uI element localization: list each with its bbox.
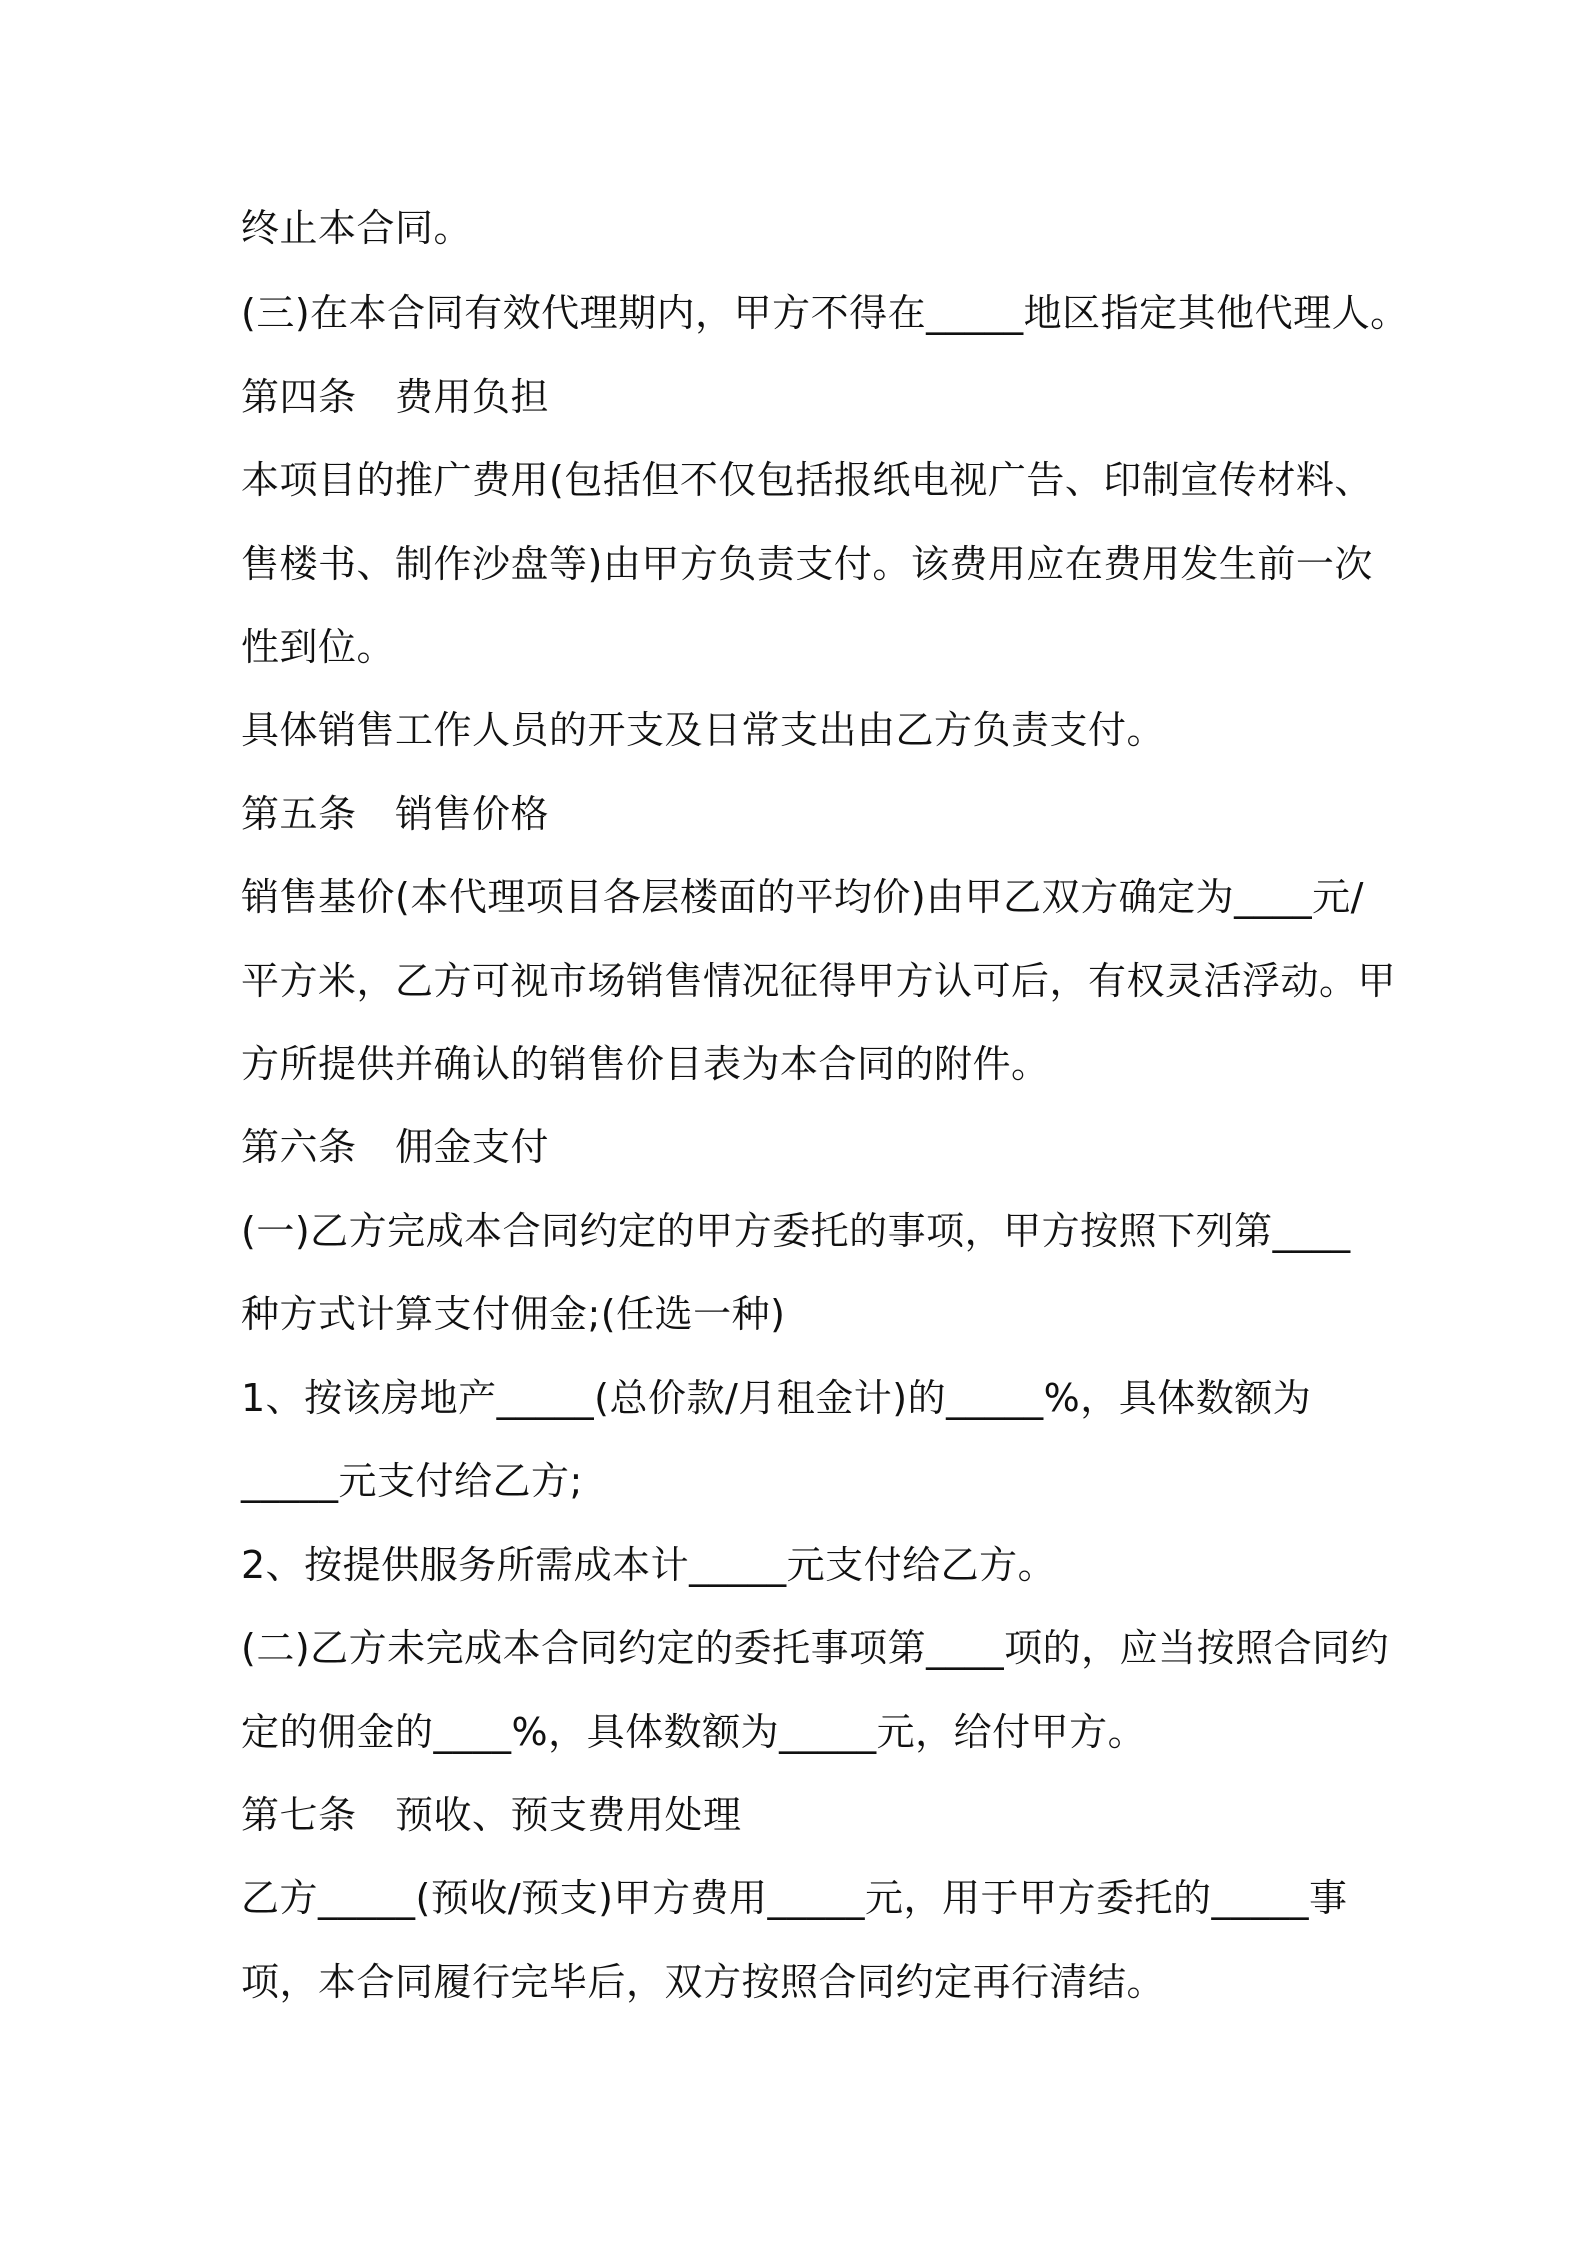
text-line: 乙方_____(预收/预支)甲方费用_____元，用于甲方委托的_____事 [241,1876,1348,1920]
section-heading: 第七条 预收、预支费用处理 [241,1793,742,1837]
text-line: _____元支付给乙方; [241,1459,583,1503]
text-line: 销售基价(本代理项目各层楼面的平均价)由甲乙双方确定为____元/ [241,875,1364,919]
text-line: 方所提供并确认的销售价目表为本合同的附件。 [241,1042,1050,1086]
text-line: 定的佣金的____%，具体数额为_____元，给付甲方。 [241,1710,1147,1754]
text-line: (三)在本合同有效代理期内，甲方不得在_____地区指定其他代理人。 [241,291,1409,335]
text-line: 1、按该房地产_____(总价款/月租金计)的_____%，具体数额为 [241,1376,1312,1420]
text-line: 具体销售工作人员的开支及日常支出由乙方负责支付。 [241,708,1166,752]
text-line: 平方米，乙方可视市场销售情况征得甲方认可后，有权灵活浮动。甲 [241,959,1397,1003]
text-line: (二)乙方未完成本合同约定的委托事项第____项的，应当按照合同约 [241,1626,1390,1670]
text-line: 售楼书、制作沙盘等)由甲方负责支付。该费用应在费用发生前一次 [241,542,1373,586]
text-line: 本项目的推广费用(包括但不仅包括报纸电视广告、印制宣传材料、 [241,458,1373,502]
text-line: 种方式计算支付佣金;(任选一种) [241,1292,786,1336]
text-line: 终止本合同。 [241,206,473,250]
text-line: 2、按提供服务所需成本计_____元支付给乙方。 [241,1543,1057,1587]
text-line: 项，本合同履行完毕后，双方按照合同约定再行清结。 [241,1960,1166,2004]
section-heading: 第四条 费用负担 [241,375,550,419]
text-line: (一)乙方完成本合同约定的甲方委托的事项，甲方按照下列第____ [241,1209,1351,1253]
section-heading: 第六条 佣金支付 [241,1125,550,1169]
section-heading: 第五条 销售价格 [241,792,550,836]
text-line: 性到位。 [241,625,396,669]
